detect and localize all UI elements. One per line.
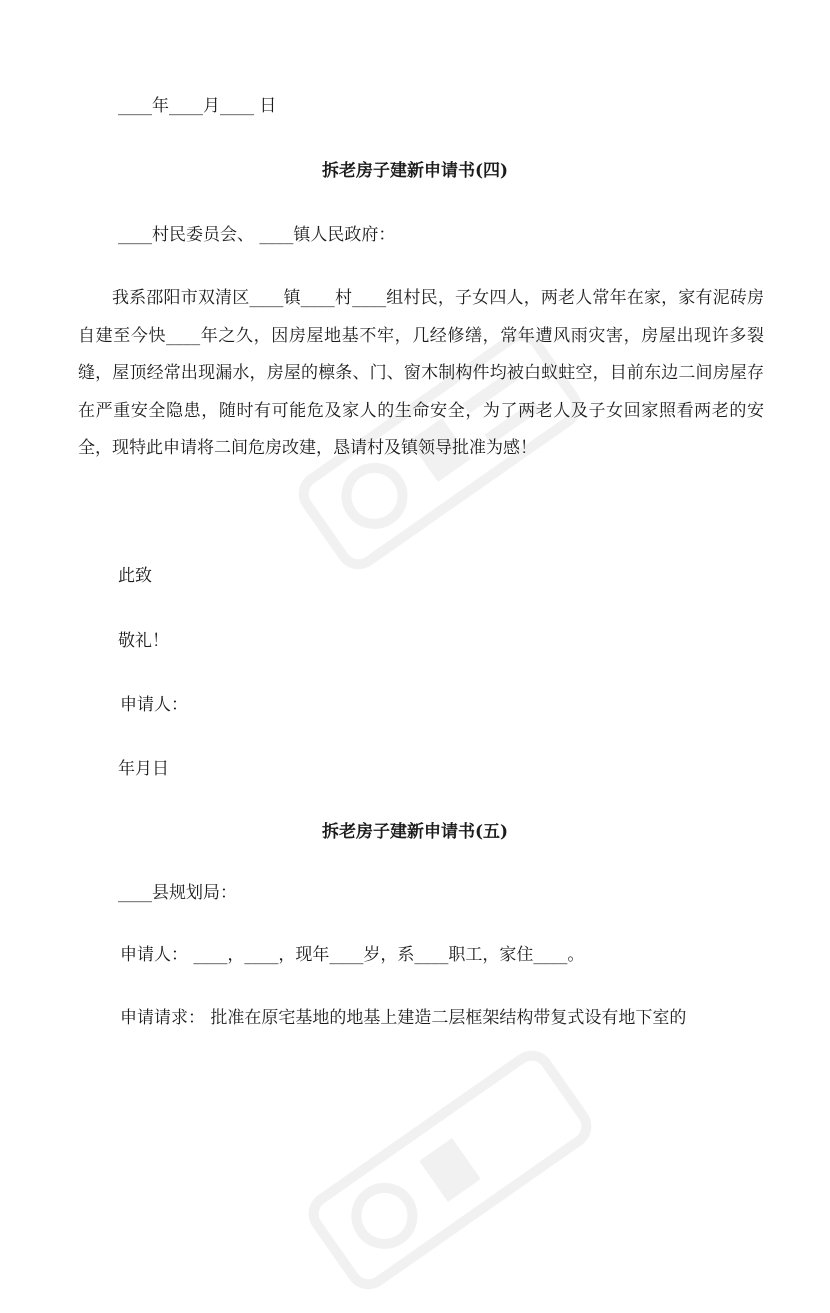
request-line-5: 申请请求： 批准在原宅基地的地基上建造二层框架结构带复式设有地下室的: [120, 1008, 687, 1028]
watermark-logo-icon: [287, 1027, 613, 1313]
addressee-line-5: ____县规划局：: [118, 883, 237, 903]
date-line-4: 年月日: [118, 759, 169, 779]
date-blank-line: ____年____月____ 日: [118, 96, 277, 116]
section-title-4: 拆老房子建新申请书(四): [321, 161, 509, 181]
closing-line-1: 此致: [118, 566, 152, 586]
applicant-line-4: 申请人：: [120, 695, 188, 715]
section-title-5: 拆老房子建新申请书(五): [321, 822, 509, 842]
applicant-line-5: 申请人： ____，____，现年____岁，系____职工，家住____。: [120, 945, 585, 965]
addressee-line-4: ____村民委员会、 ____镇人民政府：: [118, 225, 396, 245]
closing-line-2: 敬礼！: [118, 631, 169, 651]
body-paragraph-4: 我系邵阳市双清区____镇____村____组村民，子女四人，两老人常年在家，家有泥砖房自建至今快____年之久，因房屋地基不牢，几经修缮，常年遭风雨灾害，房屋出现许多裂缝，屋顶经常出现漏水，房屋的檩条、门、窗木制构件均被白蚁蛀空，目前东边二间房屋存在严重安全隐患，随时有可能危及家人的生命安全，为了两老人及子女回家照看两老的安全，现特此申请将二间危房改建，恳请村及镇领导批准为感！: [78, 288, 764, 458]
